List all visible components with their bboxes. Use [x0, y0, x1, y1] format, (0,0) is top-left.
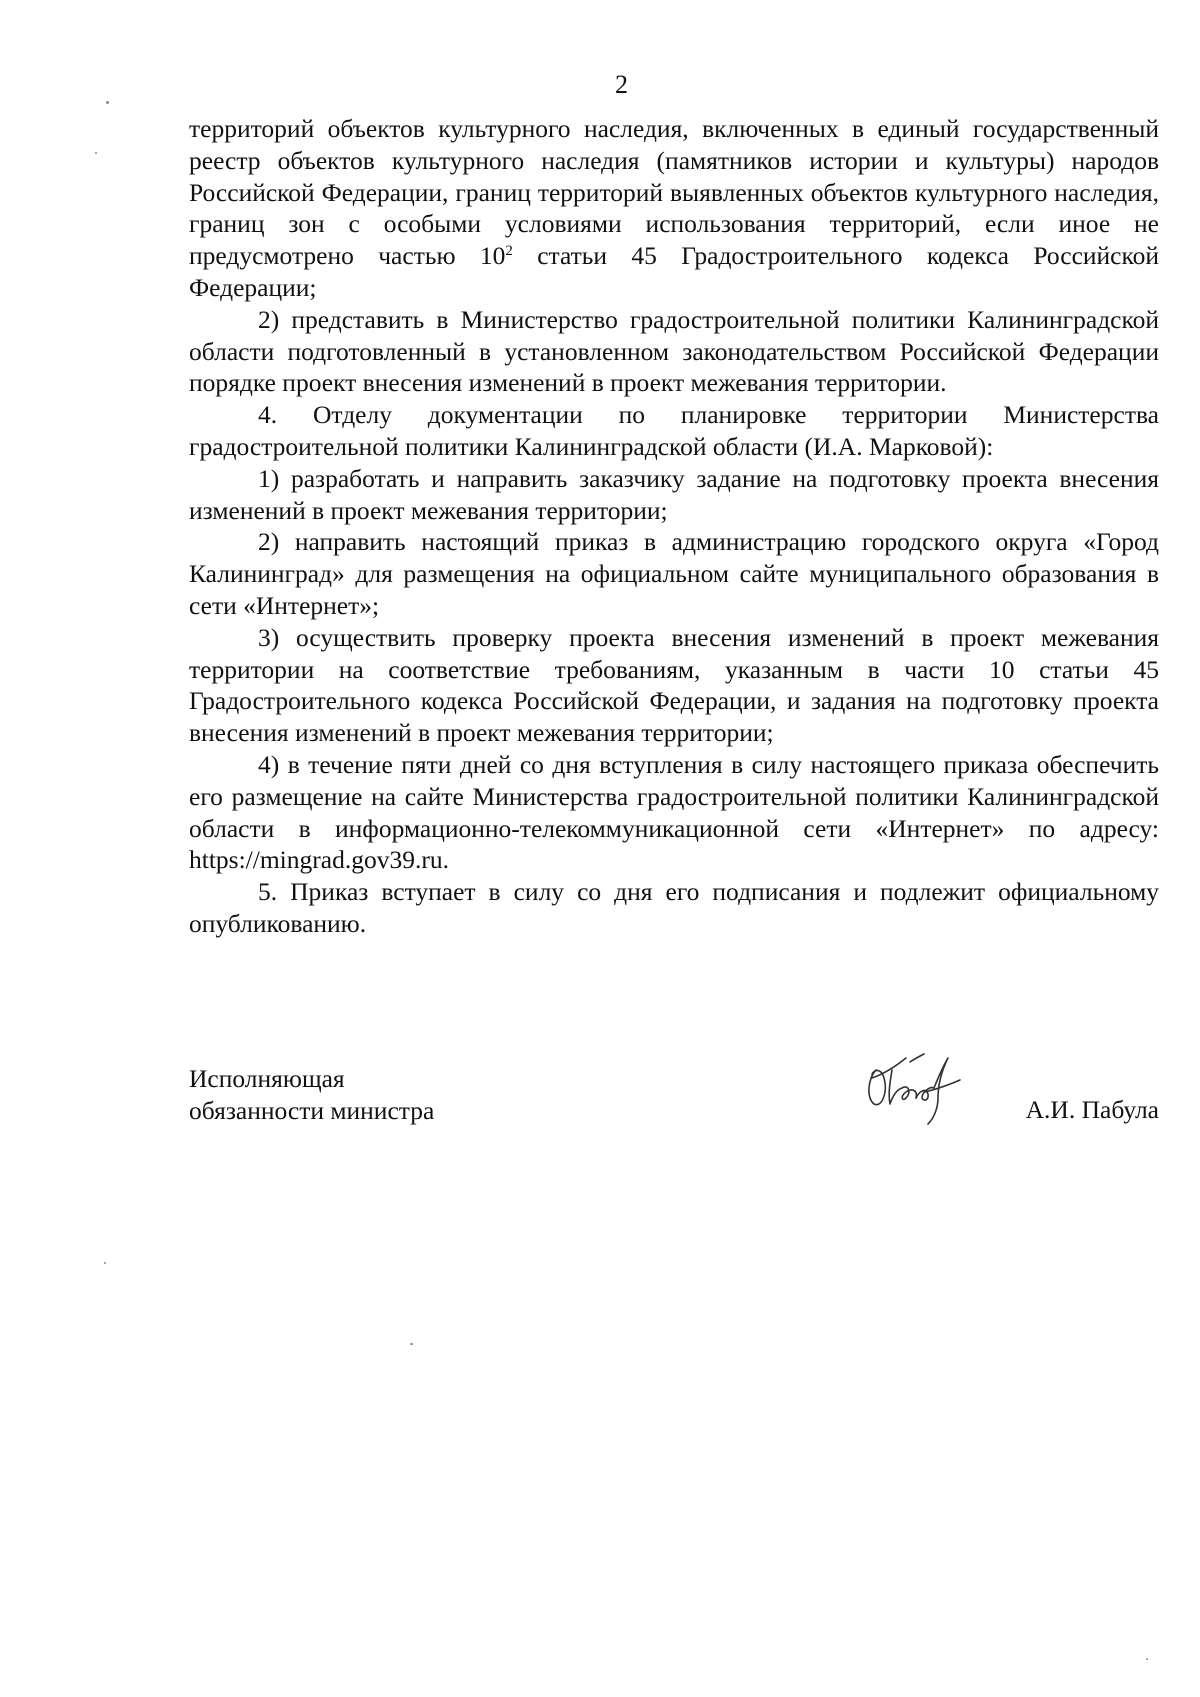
paragraph-text-tail: статьи 45 Градостроительного кодекса Российской Федерации; [189, 241, 1159, 302]
document-body [189, 113, 1159, 940]
signatory-position-line-1: Исполняющая [189, 1064, 345, 1093]
paragraph-item-4-1: 1) разработать и направить заказчику задание на подготовку проекта внесения изменений в проект межевания территории; [189, 463, 1159, 525]
paragraph-item-4-3: 3) осуществить проверку проекта внесения изменений в проект межевания территории на соответствие требованиям, указанным в части 10 статьи 45 Градостроительного кодекса Российской Федерации, и задания на подготовку проекта внесения изменений в проект межевания территории; [189, 622, 1159, 748]
paragraph-item-4-4: 4) в течение пяти дней со дня вступления в силу настоящего приказа обеспечить его размещение на сайте Министерства градостроительной политики Калининградской области в информационно-телекоммуникационной сети «Интернет» по адресу: https://mingrad.gov39.ru. [189, 749, 1159, 875]
paragraph-item-3-2: 2) представить в Министерство градостроительной политики Калининградской области подготовленный в установленном законодательством Российской Федерации порядке проект внесения изменений в проект межевания территории. [189, 304, 1159, 398]
page-number: 2 [615, 70, 628, 99]
paragraph-continuation [189, 113, 1159, 304]
scan-speck [95, 152, 97, 154]
handwritten-signature [862, 1048, 972, 1128]
paragraph-text: территорий объектов культурного наследия, включенных в единый государственный реестр объектов культурного наследия (памятников истории и культуры) народов Российской Федерации, границ территорий выявленных объектов культурного наследия, границ зон с особыми условиями использования территорий, если иное не предусмотрено частью 10 [189, 114, 1159, 271]
superscript: 2 [505, 243, 513, 260]
paragraph-item-4-2: 2) направить настоящий приказ в администрацию городского округа «Город Калининград» для размещения на официальном сайте муниципального образования в сети «Интернет»; [189, 527, 1159, 620]
signatory-position-line-2: обязанности министра [189, 1096, 435, 1125]
scan-speck [1146, 1658, 1148, 1660]
signatory-position [189, 1063, 589, 1127]
paragraph-item-4: 4. Отделу документации по планировке территории Министерства градостроительной политики Калининградской области (И.А. Марковой): [189, 400, 1159, 461]
signatory-name: А.И. Пабула [1025, 1095, 1159, 1124]
scan-speck [410, 1343, 413, 1345]
scan-speck [104, 1262, 106, 1264]
scan-speck [106, 101, 109, 104]
paragraph-item-5: 5. Приказ вступает в силу со дня его подписания и подлежит официальному опубликованию. [189, 877, 1159, 938]
